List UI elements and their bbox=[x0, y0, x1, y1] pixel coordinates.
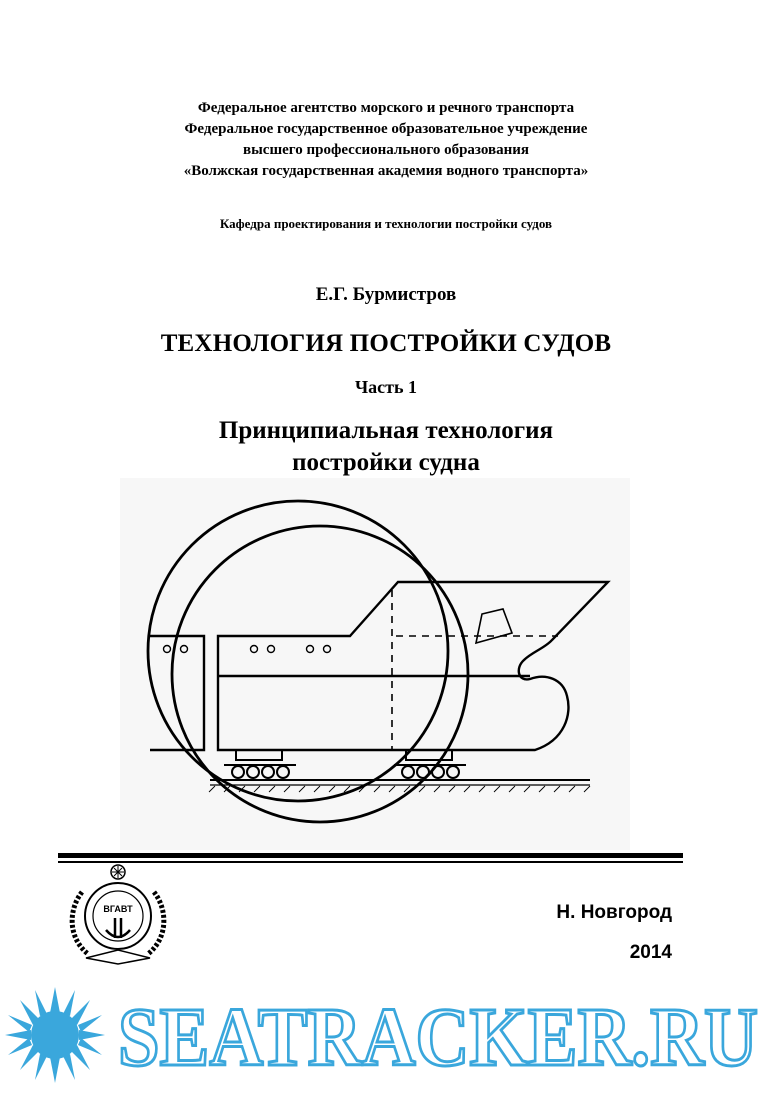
book-title: ТЕХНОЛОГИЯ ПОСТРОЙКИ СУДОВ bbox=[160, 330, 612, 357]
subtitle-line-1: Принципиальная технология bbox=[218, 417, 554, 444]
org-line-4: «Волжская государственная академия водного транспорта» bbox=[183, 163, 589, 179]
subtitle-line-2: постройки судна bbox=[292, 449, 480, 476]
imprint-city: Н. Новгород bbox=[556, 902, 672, 923]
watermark-text: SEATRACKER.RU bbox=[118, 991, 758, 1084]
academy-emblem-icon bbox=[60, 862, 176, 970]
book-part: Часть 1 bbox=[354, 377, 418, 397]
department-name: Кафедра проектирования и технологии постройки судов bbox=[219, 216, 553, 231]
book-subtitle bbox=[0, 415, 772, 479]
emblem-text: ВГАВТ bbox=[103, 904, 133, 914]
sun-burst-icon bbox=[5, 987, 105, 1083]
ship-section-illustration bbox=[120, 478, 630, 850]
imprint-year: 2014 bbox=[629, 942, 672, 963]
org-line-1: Федеральное агентство морского и речного транспорта bbox=[197, 100, 575, 116]
author-name: Е.Г. Бурмистров bbox=[315, 284, 457, 305]
org-line-3: высшего профессионального образования bbox=[242, 142, 529, 158]
watermark-banner bbox=[0, 985, 772, 1085]
organization-header bbox=[0, 98, 772, 182]
divider-thick bbox=[58, 853, 683, 858]
org-line-2: Федеральное государственное образовательное учреждение bbox=[184, 121, 588, 137]
